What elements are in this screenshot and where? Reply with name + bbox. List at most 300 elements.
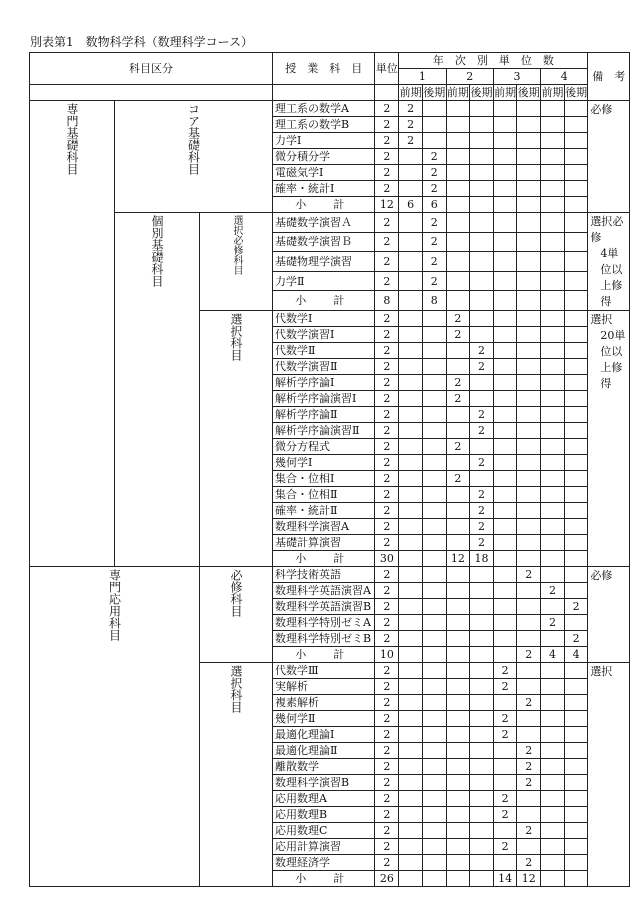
term-credits-y4a (541, 391, 565, 407)
term-credits-y3b (517, 679, 541, 695)
header-year-2: 2 (446, 69, 493, 85)
term-credits-y3b (517, 391, 541, 407)
subject-name: 最適化理論Ⅱ (273, 743, 375, 759)
term-credits-y3b: 2 (517, 695, 541, 711)
subject-name: 数理科学演習A (273, 519, 375, 535)
header-year-3: 3 (493, 69, 540, 85)
note-sentaku-hissu-line: 4単位以上修得 (600, 247, 623, 308)
term-credits-y1b (422, 101, 446, 117)
term-credits-y3a (493, 471, 517, 487)
term-credits-y1b (422, 343, 446, 359)
term-credits-y1b (422, 711, 446, 727)
term-credits-y1b (422, 839, 446, 855)
subject-credits: 2 (375, 663, 399, 679)
term-credits-y2a (446, 679, 470, 695)
subtotal-y4b: 4 (564, 647, 588, 663)
term-credits-y3a (493, 311, 517, 327)
term-credits-y4a (541, 149, 565, 165)
subtotal-credits: 10 (375, 647, 399, 663)
term-credits-y1a (399, 343, 423, 359)
subject-name: 確率・統計Ⅱ (273, 503, 375, 519)
term-credits-y2b (470, 615, 494, 631)
subject-credits: 2 (375, 775, 399, 791)
subject-name: 解析学序論演習Ⅰ (273, 391, 375, 407)
subtotal-label: 小 計 (273, 197, 375, 213)
subject-name: 基礎計算演習 (273, 535, 375, 551)
curriculum-table (29, 52, 630, 887)
subject-credits: 2 (375, 213, 399, 233)
subject-name: 科学技術英語 (273, 567, 375, 583)
term-credits-y2b (470, 101, 494, 117)
term-credits-y4b (564, 375, 588, 391)
subtotal-y3b (517, 197, 541, 213)
term-credits-y1b (422, 535, 446, 551)
subtotal-y4a (541, 551, 565, 567)
subject-credits: 2 (375, 519, 399, 535)
term-credits-y4a (541, 711, 565, 727)
term-credits-y2a (446, 743, 470, 759)
term-credits-y2a (446, 117, 470, 133)
subtotal-y2b (470, 871, 494, 887)
term-credits-y4a (541, 503, 565, 519)
term-credits-y1a (399, 471, 423, 487)
term-credits-y4a (541, 567, 565, 583)
subject-credits: 2 (375, 631, 399, 647)
term-credits-y1a: 2 (399, 101, 423, 117)
term-credits-y2a (446, 567, 470, 583)
term-credits-y1a (399, 823, 423, 839)
term-credits-y1b (422, 375, 446, 391)
subtotal-y3a (493, 291, 517, 311)
subtotal-credits: 8 (375, 291, 399, 311)
term-credits-y2b (470, 181, 494, 197)
term-credits-y2a (446, 807, 470, 823)
term-credits-y2b (470, 823, 494, 839)
term-credits-y4b (564, 455, 588, 471)
term-credits-y4b (564, 487, 588, 503)
term-credits-y2a (446, 252, 470, 272)
term-credits-y4a (541, 855, 565, 871)
term-credits-y4b (564, 775, 588, 791)
subtotal-y2a (446, 291, 470, 311)
term-credits-y1b (422, 727, 446, 743)
note-sentaku-line: 20単位以上修得 (600, 329, 626, 390)
subject-credits: 2 (375, 727, 399, 743)
term-credits-y3a (493, 359, 517, 375)
term-credits-y3b (517, 711, 541, 727)
term-credits-y1a (399, 711, 423, 727)
term-credits-y3a (493, 599, 517, 615)
term-credits-y2b (470, 213, 494, 233)
term-credits-y2b: 2 (470, 535, 494, 551)
term-credits-y1b (422, 423, 446, 439)
term-credits-y2b (470, 391, 494, 407)
subtotal-y2b (470, 291, 494, 311)
term-credits-y4b: 2 (564, 631, 588, 647)
subtotal-credits: 26 (375, 871, 399, 887)
subtotal-y2b: 18 (470, 551, 494, 567)
term-credits-y3a: 2 (493, 711, 517, 727)
term-credits-y1b (422, 391, 446, 407)
term-credits-y3b (517, 839, 541, 855)
term-credits-y4a (541, 695, 565, 711)
category-sentaku-label: 選択科目 (229, 313, 243, 361)
note-ouyou-hissu (588, 567, 630, 663)
category-senmon-kiso-label: 専門基礎科目 (65, 103, 79, 175)
note-sentaku-hissu-line: 選択必修 (590, 215, 624, 244)
term-credits-y3b (517, 631, 541, 647)
subject-name: 代数学演習Ⅱ (273, 359, 375, 375)
term-credits-y3b (517, 455, 541, 471)
term-credits-y3a (493, 855, 517, 871)
subtotal-label: 小 計 (273, 871, 375, 887)
term-credits-y3a (493, 535, 517, 551)
term-credits-y4a (541, 471, 565, 487)
subject-credits: 2 (375, 327, 399, 343)
term-credits-y2b (470, 727, 494, 743)
category-senmon-kiso (30, 101, 115, 567)
term-credits-y2a (446, 423, 470, 439)
subject-name: 離散数学 (273, 759, 375, 775)
term-credits-y3a (493, 695, 517, 711)
term-credits-y2b (470, 471, 494, 487)
term-credits-y2b: 2 (470, 359, 494, 375)
term-credits-y2b: 2 (470, 519, 494, 535)
subject-name: 数理科学演習B (273, 775, 375, 791)
term-credits-y1a (399, 535, 423, 551)
subject-name: 幾何学Ⅱ (273, 711, 375, 727)
term-credits-y3a: 2 (493, 807, 517, 823)
term-credits-y1b (422, 487, 446, 503)
term-credits-y1a (399, 519, 423, 535)
term-credits-y2b (470, 631, 494, 647)
term-credits-y3b (517, 165, 541, 181)
term-credits-y3a: 2 (493, 679, 517, 695)
term-credits-y2a (446, 133, 470, 149)
subtotal-y2b (470, 197, 494, 213)
term-credits-y3b (517, 487, 541, 503)
term-credits-y2b (470, 567, 494, 583)
subject-credits: 2 (375, 743, 399, 759)
subtotal-label: 小 計 (273, 291, 375, 311)
subtotal-y4a (541, 291, 565, 311)
subject-credits: 2 (375, 471, 399, 487)
term-credits-y3a (493, 181, 517, 197)
subtotal-y2a: 12 (446, 551, 470, 567)
term-credits-y2a (446, 535, 470, 551)
header-credits: 単位 (375, 53, 399, 85)
subject-credits: 2 (375, 149, 399, 165)
term-credits-y3a (493, 743, 517, 759)
term-credits-y4b (564, 823, 588, 839)
term-credits-y4b (564, 615, 588, 631)
term-credits-y3a (493, 117, 517, 133)
header-year-4: 4 (541, 69, 588, 85)
category-senmon-ouyou-label: 専門応用科目 (107, 569, 122, 641)
term-credits-y4b (564, 519, 588, 535)
term-credits-y2b (470, 855, 494, 871)
term-credits-y2b: 2 (470, 487, 494, 503)
term-credits-y4b (564, 535, 588, 551)
term-credits-y3a (493, 583, 517, 599)
header-category: 科目区分 (30, 53, 273, 85)
term-credits-y1a (399, 181, 423, 197)
header-second-term: 後期 (423, 86, 446, 99)
subject-name: 微分積分学 (273, 149, 375, 165)
subject-name: 代数学Ⅱ (273, 343, 375, 359)
term-credits-y1b (422, 407, 446, 423)
term-credits-y1b: 2 (422, 149, 446, 165)
term-credits-y1b (422, 117, 446, 133)
term-credits-y2a (446, 711, 470, 727)
term-credits-y3a (493, 439, 517, 455)
subject-credits: 2 (375, 695, 399, 711)
term-credits-y4b (564, 583, 588, 599)
subtotal-y3b: 2 (517, 647, 541, 663)
term-credits-y4b (564, 791, 588, 807)
category-sentaku (200, 311, 273, 567)
term-credits-y1a (399, 727, 423, 743)
term-credits-y4a (541, 343, 565, 359)
subtotal-y3a (493, 551, 517, 567)
term-credits-y3b (517, 583, 541, 599)
term-credits-y1b (422, 679, 446, 695)
term-credits-y3a (493, 391, 517, 407)
subtotal-y3b (517, 551, 541, 567)
term-credits-y2a (446, 615, 470, 631)
subject-name: 数理科学特別ゼミA (273, 615, 375, 631)
term-credits-y1a (399, 359, 423, 375)
subject-name: 数理科学特別ゼミB (273, 631, 375, 647)
term-credits-y1b: 2 (422, 271, 446, 291)
term-credits-y4a (541, 311, 565, 327)
term-credits-y3b (517, 423, 541, 439)
subject-name: 確率・統計Ⅰ (273, 181, 375, 197)
term-credits-y1a (399, 695, 423, 711)
term-credits-y4a (541, 839, 565, 855)
term-credits-y2b (470, 711, 494, 727)
note-ouyou-hissu-line: 必修 (590, 569, 613, 582)
subtotal-y1b: 8 (422, 291, 446, 311)
header-blank (273, 85, 375, 101)
term-credits-y3b (517, 791, 541, 807)
term-credits-y3a (493, 823, 517, 839)
subject-credits: 2 (375, 455, 399, 471)
term-credits-y3b: 2 (517, 743, 541, 759)
term-credits-y2a (446, 791, 470, 807)
subject-credits: 2 (375, 439, 399, 455)
term-credits-y2b (470, 165, 494, 181)
term-credits-y1b (422, 311, 446, 327)
subject-credits: 2 (375, 407, 399, 423)
subject-name: 理工系の数学B (273, 117, 375, 133)
term-credits-y2b (470, 327, 494, 343)
term-credits-y1a (399, 839, 423, 855)
term-credits-y4a (541, 439, 565, 455)
subtotal-y2a (446, 871, 470, 887)
subject-credits: 2 (375, 839, 399, 855)
subject-credits: 2 (375, 181, 399, 197)
term-credits-y3a (493, 133, 517, 149)
term-credits-y1b (422, 599, 446, 615)
subject-credits: 2 (375, 599, 399, 615)
subtotal-y1b (422, 871, 446, 887)
term-credits-y1a (399, 503, 423, 519)
term-credits-y2b (470, 663, 494, 679)
term-credits-y4a (541, 375, 565, 391)
term-credits-y3a: 2 (493, 663, 517, 679)
subject-credits: 2 (375, 101, 399, 117)
term-credits-y2a (446, 599, 470, 615)
term-credits-y3b: 2 (517, 759, 541, 775)
term-credits-y1a (399, 631, 423, 647)
subject-name: 集合・位相Ⅰ (273, 471, 375, 487)
term-credits-y1a (399, 679, 423, 695)
term-credits-y4a (541, 823, 565, 839)
category-hissu (200, 567, 273, 663)
term-credits-y1b (422, 503, 446, 519)
subtotal-label: 小 計 (273, 647, 375, 663)
subject-credits: 2 (375, 487, 399, 503)
term-credits-y1a (399, 439, 423, 455)
subtotal-y3b: 12 (517, 871, 541, 887)
subject-name: 数理科学英語演習B (273, 599, 375, 615)
subtotal-y4b (564, 871, 588, 887)
subject-name: 解析学序論演習Ⅱ (273, 423, 375, 439)
subject-credits: 2 (375, 391, 399, 407)
category-core-kiso-label: コア基礎科目 (186, 103, 201, 175)
subtotal-credits: 12 (375, 197, 399, 213)
term-credits-y3a: 2 (493, 839, 517, 855)
subtotal-y4b (564, 551, 588, 567)
term-credits-y2a (446, 181, 470, 197)
subject-credits: 2 (375, 711, 399, 727)
term-credits-y4a (541, 455, 565, 471)
term-credits-y4a (541, 775, 565, 791)
subtotal-y3b (517, 291, 541, 311)
subject-credits: 2 (375, 567, 399, 583)
subtotal-y1a: 6 (399, 197, 423, 213)
term-credits-y1a (399, 567, 423, 583)
term-credits-y3b (517, 807, 541, 823)
term-credits-y4b (564, 727, 588, 743)
term-credits-y4b (564, 807, 588, 823)
term-credits-y3a (493, 327, 517, 343)
term-credits-y3a (493, 232, 517, 252)
term-credits-y2b (470, 149, 494, 165)
term-credits-y1a (399, 311, 423, 327)
term-credits-y1a (399, 213, 423, 233)
term-credits-y3b (517, 503, 541, 519)
term-credits-y1b (422, 133, 446, 149)
term-credits-y1b (422, 775, 446, 791)
term-credits-y3a (493, 615, 517, 631)
term-credits-y2a (446, 213, 470, 233)
subtotal-y4b (564, 291, 588, 311)
term-credits-y4a (541, 327, 565, 343)
term-credits-y1b (422, 695, 446, 711)
header-subject: 授 業 科 目 (273, 53, 375, 85)
term-credits-y2a (446, 519, 470, 535)
term-credits-y1a (399, 583, 423, 599)
subject-name: 解析学序論Ⅰ (273, 375, 375, 391)
subject-credits: 2 (375, 232, 399, 252)
term-credits-y2b (470, 375, 494, 391)
term-credits-y4b (564, 567, 588, 583)
term-credits-y4a (541, 791, 565, 807)
term-credits-y4b (564, 311, 588, 327)
term-credits-y2b (470, 133, 494, 149)
term-credits-y3b (517, 271, 541, 291)
term-credits-y1b (422, 631, 446, 647)
header-second-term: 後期 (565, 86, 588, 99)
term-credits-y4a: 2 (541, 615, 565, 631)
term-credits-y4b (564, 181, 588, 197)
term-credits-y2b (470, 599, 494, 615)
term-credits-y4b (564, 213, 588, 233)
subject-credits: 2 (375, 855, 399, 871)
term-credits-y3b: 2 (517, 567, 541, 583)
header-first-term: 前期 (446, 86, 469, 99)
term-credits-y1b (422, 759, 446, 775)
term-credits-y1a (399, 807, 423, 823)
term-credits-y3a (493, 407, 517, 423)
term-credits-y3b (517, 311, 541, 327)
term-credits-y3a (493, 343, 517, 359)
term-credits-y1b: 2 (422, 252, 446, 272)
category-kobetsu-kiso-label: 個別基礎科目 (150, 215, 164, 287)
term-credits-y2a: 2 (446, 311, 470, 327)
subtotal-label: 小 計 (273, 551, 375, 567)
category-ouyou-sentaku (200, 663, 273, 887)
term-credits-y4a: 2 (541, 583, 565, 599)
note-sentaku-line: 選択 (590, 313, 613, 326)
term-credits-y1a: 2 (399, 133, 423, 149)
header-first-term: 前期 (494, 86, 517, 99)
subject-name: 応用数理C (273, 823, 375, 839)
subject-name: 複素解析 (273, 695, 375, 711)
subject-credits: 2 (375, 375, 399, 391)
header-first-term: 前期 (541, 86, 564, 99)
term-credits-y4b (564, 759, 588, 775)
term-credits-y4a (541, 359, 565, 375)
subject-credits: 2 (375, 823, 399, 839)
term-credits-y3b (517, 232, 541, 252)
term-credits-y4a (541, 679, 565, 695)
term-credits-y3b (517, 535, 541, 551)
term-credits-y2b: 2 (470, 503, 494, 519)
term-credits-y1b: 2 (422, 165, 446, 181)
term-credits-y4b (564, 101, 588, 117)
term-credits-y1b (422, 471, 446, 487)
term-credits-y3b (517, 327, 541, 343)
term-credits-y4b (564, 271, 588, 291)
note-ouyou-sentaku-line: 選択 (590, 665, 613, 678)
term-credits-y2a: 2 (446, 391, 470, 407)
term-credits-y1a (399, 663, 423, 679)
term-credits-y3b (517, 615, 541, 631)
term-credits-y1a (399, 327, 423, 343)
subject-name: 代数学Ⅲ (273, 663, 375, 679)
subject-name: 基礎数学演習Ａ (273, 213, 375, 233)
term-credits-y1b: 2 (422, 232, 446, 252)
subtotal-y1a (399, 871, 423, 887)
term-credits-y2b (470, 791, 494, 807)
subject-credits: 2 (375, 252, 399, 272)
term-credits-y4b (564, 695, 588, 711)
term-credits-y3a (493, 759, 517, 775)
term-credits-y4b (564, 839, 588, 855)
